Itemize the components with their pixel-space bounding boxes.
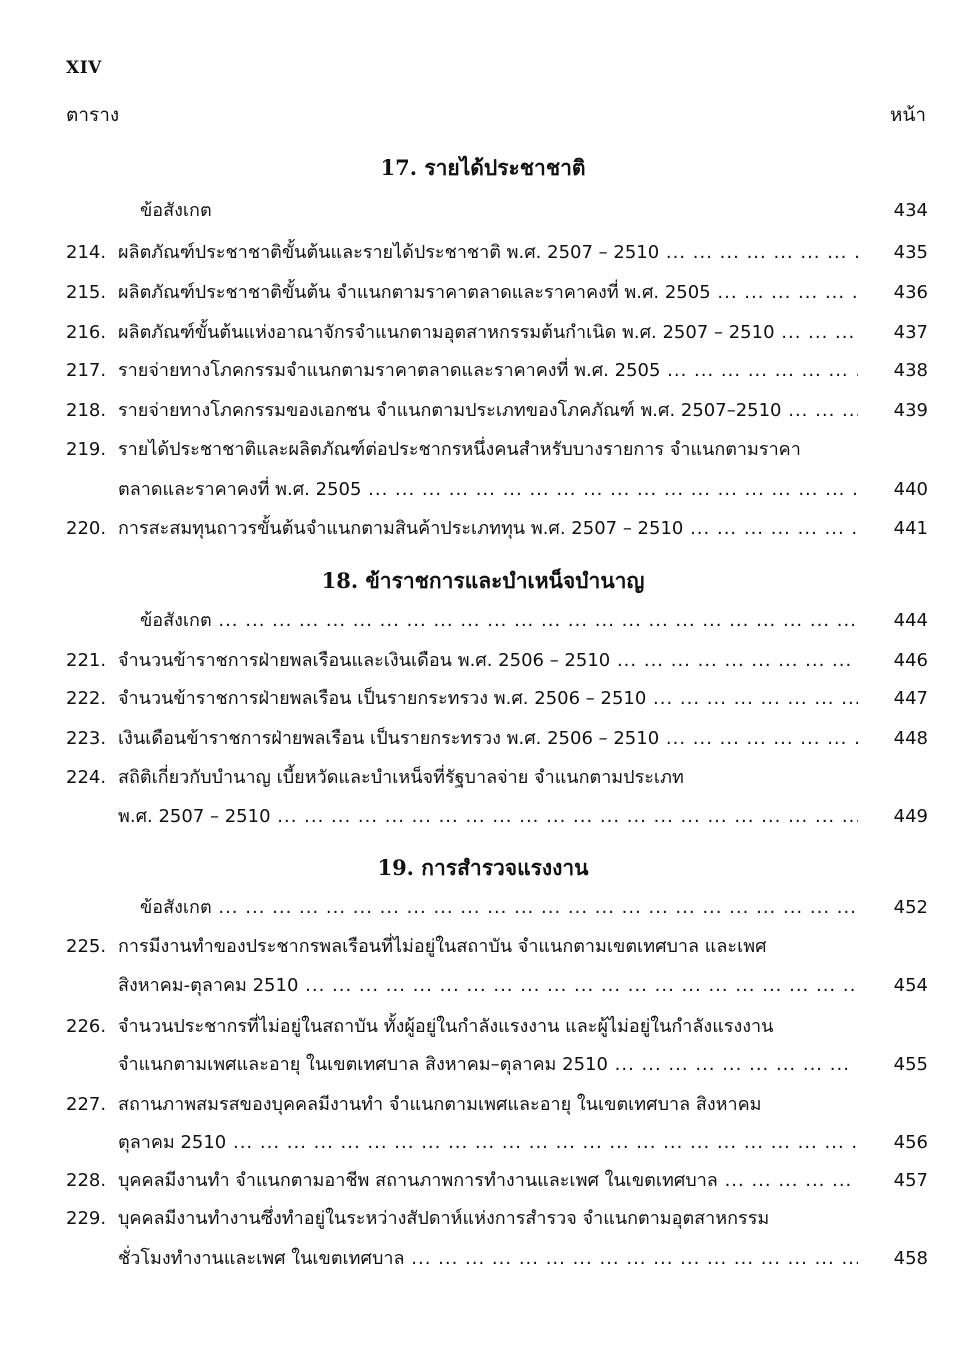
entry-page-number: 441	[893, 518, 928, 539]
entry-title: การสะสมทุนถาวรขั้นต้นจำแนกตามสินค้าประเภททุน พ.ศ. 2507 – 2510 ... .	[118, 514, 858, 544]
entry-title: จำนวนข้าราชการฝ่ายพลเรือนและเงินเดือน พ.ศ. 2506 – 2510 ... .	[118, 646, 858, 676]
entry-number: 226.	[66, 1016, 107, 1037]
entry-page-number: 438	[893, 360, 928, 381]
entry-number: 227.	[66, 1094, 107, 1115]
entry-page-number: 448	[893, 728, 928, 749]
entry-title: จำนวนประชากรที่ไม่อยู่ในสถาบัน ทั้งผู้อยู่ในกำลังแรงงาน และผู้ไม่อยู่ในกำลังแรงงาน	[118, 1016, 774, 1037]
entry-number: 225.	[66, 936, 107, 957]
toc-entry	[66, 196, 928, 226]
entry-number: 224.	[66, 767, 107, 788]
entry-title: ตุลาคม 2510 ... .	[118, 1128, 858, 1158]
entry-title: บุคคลมีงานทำงานซึ่งทำอยู่ในระหว่างสัปดาห์แห่งการสำรวจ จำแนกตามอุตสาหกรรม	[118, 1208, 770, 1229]
entry-number: 222.	[66, 688, 107, 709]
entry-number: 228.	[66, 1170, 107, 1191]
entry-page-number: 435	[893, 242, 928, 263]
entry-title: รายจ่ายทางโภคกรรมของเอกชน จำแนกตามประเภทของโภคภัณฑ์ พ.ศ. 2507–2510 ... .	[118, 396, 858, 426]
entry-number: 219.	[66, 439, 107, 460]
entry-number: 221.	[66, 650, 107, 671]
entry-title: พ.ศ. 2507 – 2510 ... .	[118, 802, 858, 832]
toc-entry	[66, 1204, 928, 1234]
entry-title: จำแนกตามเพศและอายุ ในเขตเทศบาล สิงหาคม–ตุลาคม 2510 ... .	[118, 1050, 858, 1080]
entry-number: 217.	[66, 360, 107, 381]
toc-entry	[66, 893, 928, 923]
entry-title: ผลิตภัณฑ์ประชาชาติขั้นต้น จำแนกตามราคาตลาดและราคาคงที่ พ.ศ. 2505 ... .	[118, 278, 858, 308]
entry-title: จำนวนข้าราชการฝ่ายพลเรือน เป็นรายกระทรวง พ.ศ. 2506 – 2510 ... .	[118, 684, 858, 714]
toc-entry	[66, 1166, 928, 1196]
toc-entry	[66, 238, 928, 268]
entry-page-number: 437	[893, 322, 928, 343]
toc-entry-continuation	[66, 1244, 928, 1274]
toc-entry-continuation	[66, 475, 928, 505]
toc-entry-continuation	[66, 1050, 928, 1080]
entry-title: บุคคลมีงานทำ จำแนกตามอาชีพ สถานภาพการทำงานและเพศ ในเขตเทศบาล ... .	[118, 1166, 858, 1196]
entry-title: ข้อสังเกต	[140, 200, 212, 221]
entry-page-number: 447	[893, 688, 928, 709]
entry-title: ตลาดและราคาคงที่ พ.ศ. 2505 ... .	[118, 475, 858, 505]
toc-entry	[66, 606, 928, 636]
entry-number: 223.	[66, 728, 107, 749]
entry-page-number: 456	[893, 1132, 928, 1153]
entry-page-number: 440	[893, 479, 928, 500]
entry-page-number: 454	[893, 975, 928, 996]
entry-number: 216.	[66, 322, 107, 343]
toc-entry	[66, 278, 928, 308]
toc-entry-continuation	[66, 971, 928, 1001]
toc-entry	[66, 1090, 928, 1120]
entry-title: การมีงานทำของประชากรพลเรือนที่ไม่อยู่ในสถาบัน จำแนกตามเขตเทศบาล และเพศ	[118, 936, 767, 957]
entry-page-number: 452	[893, 897, 928, 918]
toc-entry	[66, 932, 928, 962]
entry-page-number: 449	[893, 806, 928, 827]
toc-entry	[66, 435, 928, 465]
entry-title: รายได้ประชาชาติและผลิตภัณฑ์ต่อประชากรหนึ่งคนสำหรับบางรายการ จำแนกตามราคา	[118, 439, 801, 460]
toc-entry	[66, 724, 928, 754]
entry-page-number: 436	[893, 282, 928, 303]
entry-page-number: 434	[893, 200, 928, 221]
entry-title: ผลิตภัณฑ์ขั้นต้นแห่งอาณาจักรจำแนกตามอุตสาหกรรมต้นกำเนิด พ.ศ. 2507 – 2510 ... .	[118, 318, 858, 348]
entry-page-number: 444	[893, 610, 928, 631]
toc-entry	[66, 1012, 928, 1042]
toc-entry	[66, 356, 928, 386]
toc-entry	[66, 514, 928, 544]
entry-number: 220.	[66, 518, 107, 539]
entry-number: 229.	[66, 1208, 107, 1229]
entry-title: สิงหาคม-ตุลาคม 2510 ... .	[118, 971, 858, 1001]
entry-page-number: 457	[893, 1170, 928, 1191]
entry-title: รายจ่ายทางโภคกรรมจำแนกตามราคาตลาดและราคาคงที่ พ.ศ. 2505 ... .	[118, 356, 858, 386]
toc-entry-continuation	[66, 1128, 928, 1158]
toc-entry	[66, 646, 928, 676]
toc-entry-continuation	[66, 802, 928, 832]
column-header-page: หน้า	[889, 104, 926, 126]
entry-page-number: 458	[893, 1248, 928, 1269]
page-number-roman: XIV	[66, 58, 102, 78]
toc-entry	[66, 684, 928, 714]
entry-title: ข้อสังเกต ... .	[140, 893, 858, 923]
entry-number: 218.	[66, 400, 107, 421]
entry-title: สถิติเกี่ยวกับบำนาญ เบี้ยหวัดและบำเหน็จที่รัฐบาลจ่าย จำแนกตามประเภท	[118, 767, 684, 788]
entry-page-number: 455	[893, 1054, 928, 1075]
section-title: 18. ข้าราชการและบำเหน็จบำนาญ	[321, 568, 645, 593]
toc-entry	[66, 763, 928, 793]
entry-number: 215.	[66, 282, 107, 303]
toc-entry	[66, 318, 928, 348]
section-title: 17. รายได้ประชาชาติ	[380, 155, 586, 180]
entry-title: ชั่วโมงทำงานและเพศ ในเขตเทศบาล ... .	[118, 1244, 858, 1274]
entry-page-number: 446	[893, 650, 928, 671]
entry-title: ข้อสังเกต ... .	[140, 606, 858, 636]
toc-entry	[66, 396, 928, 426]
entry-number: 214.	[66, 242, 107, 263]
entry-title: สถานภาพสมรสของบุคคลมีงานทำ จำแนกตามเพศและอายุ ในเขตเทศบาล สิงหาคม	[118, 1094, 762, 1115]
entry-title: เงินเดือนข้าราชการฝ่ายพลเรือน เป็นรายกระทรวง พ.ศ. 2506 – 2510 ... .	[118, 724, 858, 754]
entry-title: ผลิตภัณฑ์ประชาชาติขั้นต้นและรายได้ประชาชาติ พ.ศ. 2507 – 2510 ... .	[118, 238, 858, 268]
column-header-table: ตาราง	[66, 104, 120, 126]
entry-page-number: 439	[893, 400, 928, 421]
section-title: 19. การสำรวจแรงงาน	[377, 855, 589, 880]
